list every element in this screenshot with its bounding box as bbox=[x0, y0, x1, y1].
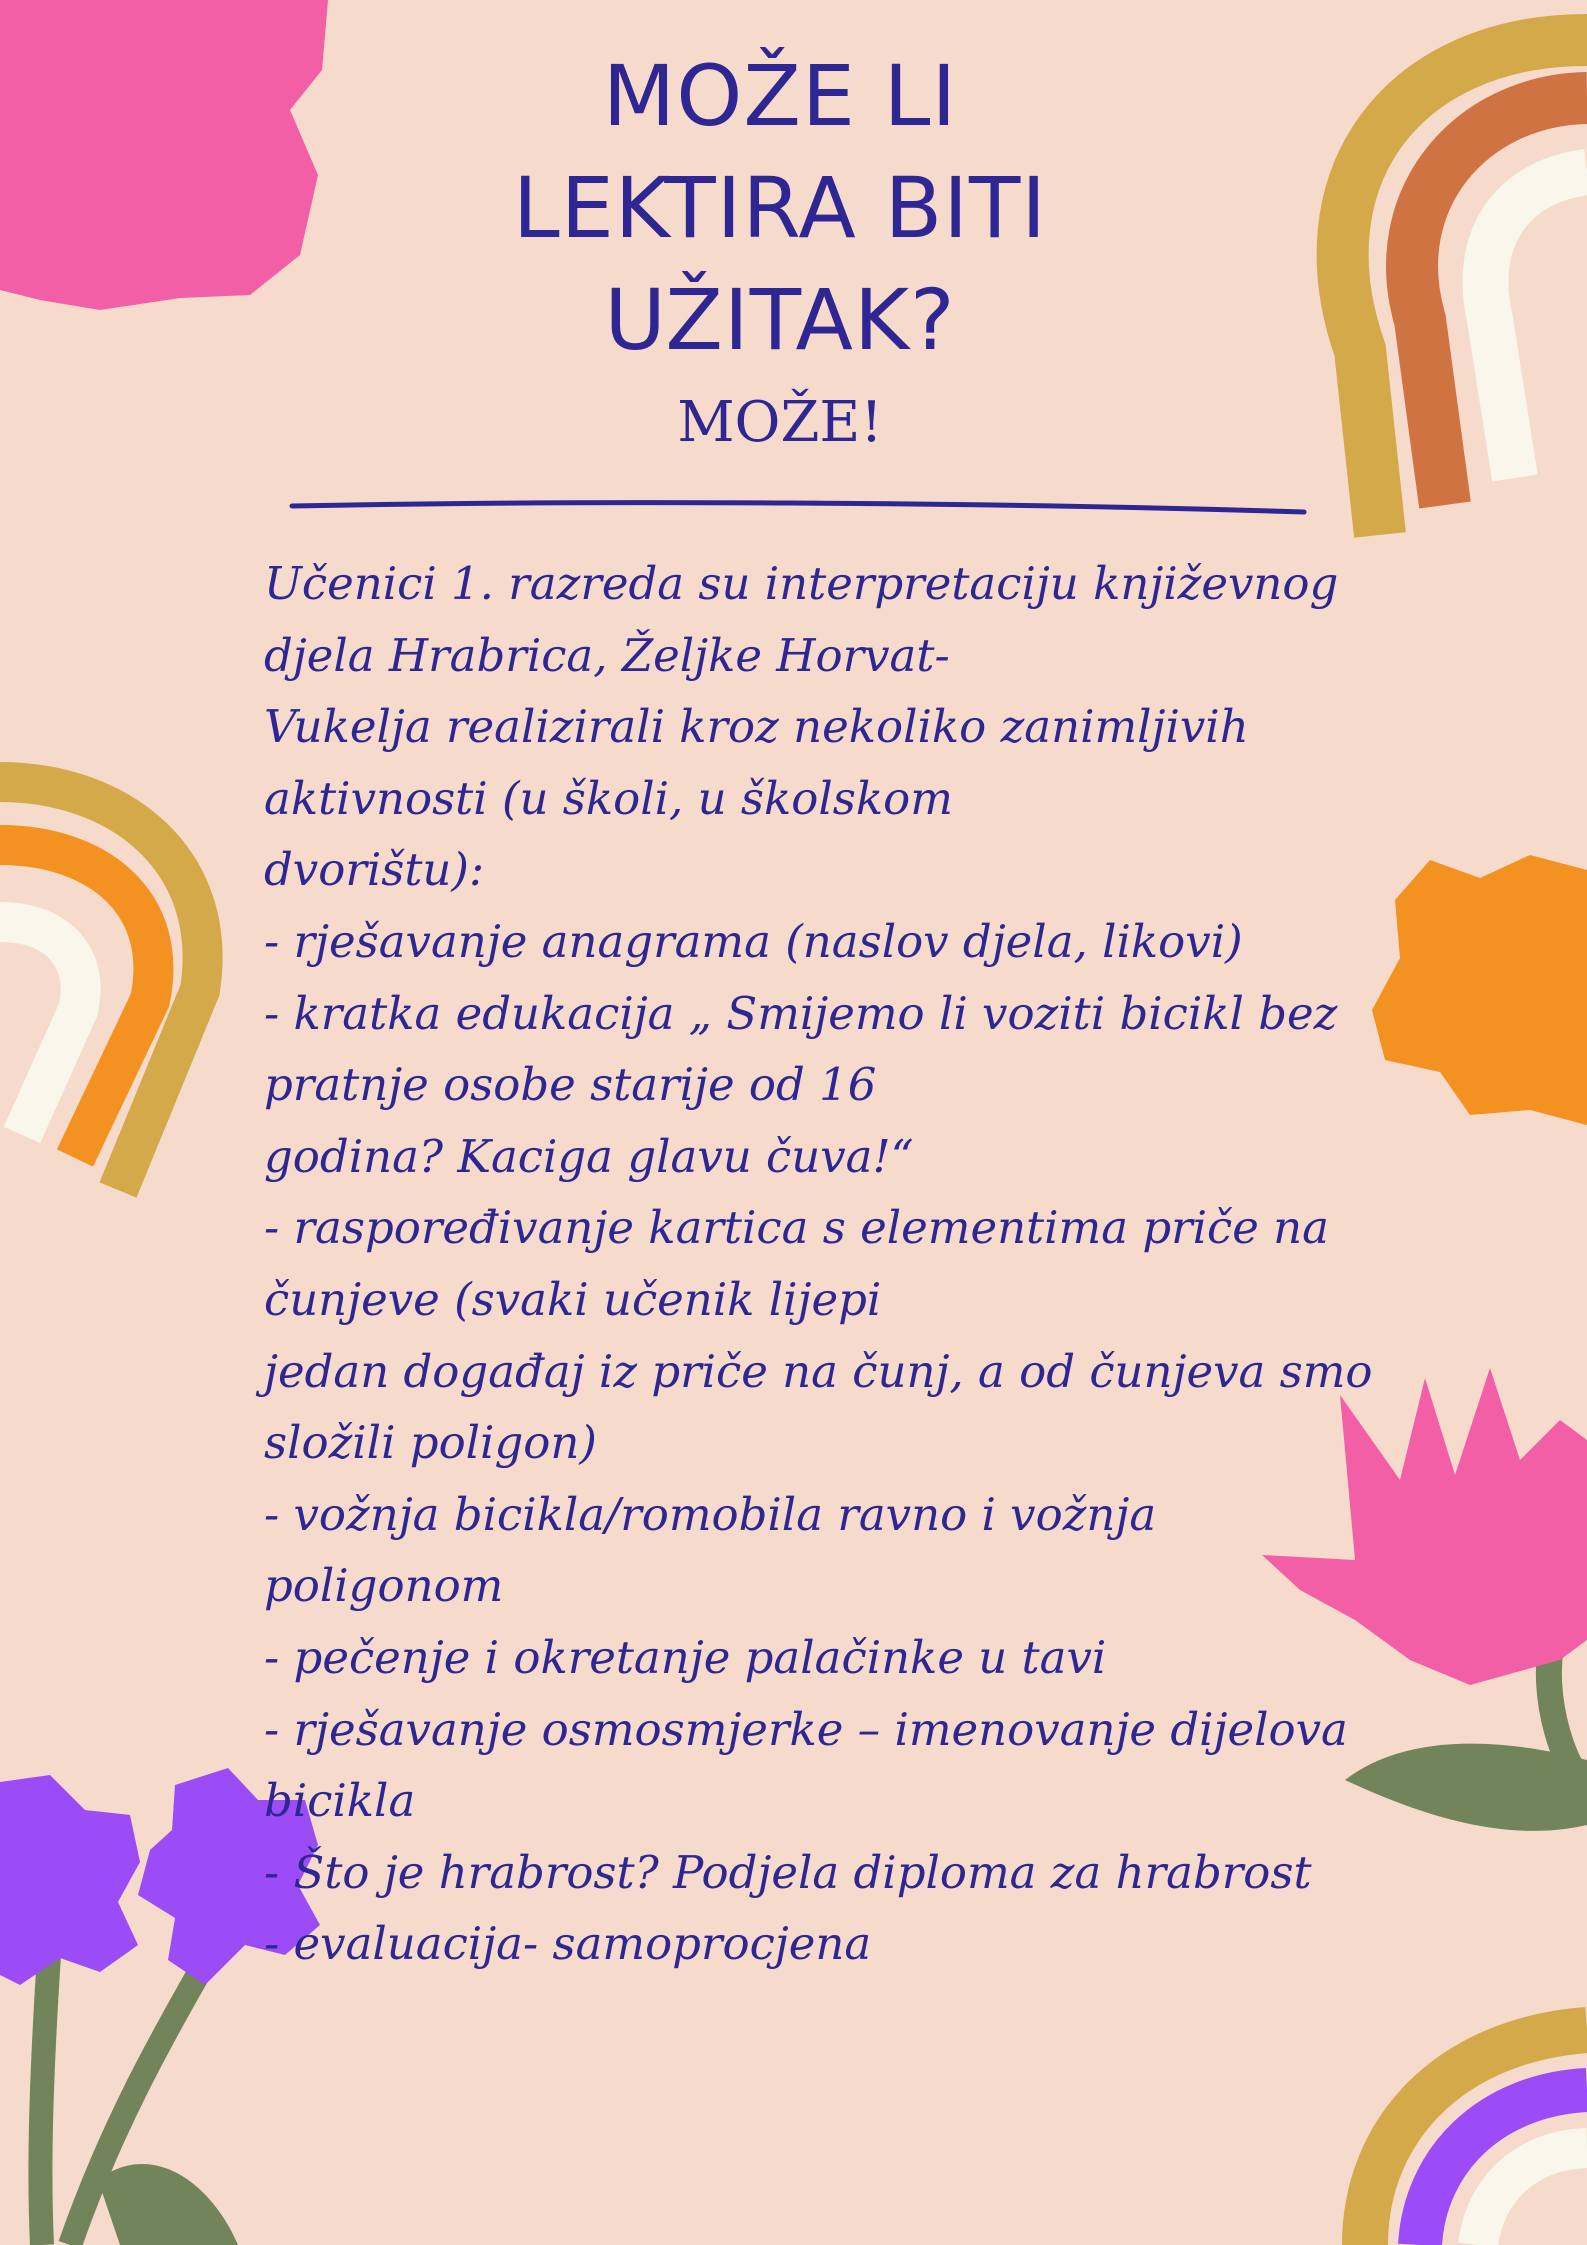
title-line-2: LEKTIRA BITI bbox=[512, 159, 1048, 257]
rainbow-icon bbox=[1365, 2030, 1587, 2245]
text-line: godina? Kaciga glavu čuva!“ bbox=[264, 1129, 914, 1183]
text-line: složili poligon) bbox=[264, 1416, 597, 1470]
list-item: - rješavanje osmosmjerke – imenovanje dijelova bbox=[264, 1702, 1348, 1756]
text-line: Učenici 1. razreda su interpretaciju književnog bbox=[264, 557, 1339, 610]
text-line: jedan događaj iz priče na čunj, a od čunjeva smo bbox=[264, 1344, 1373, 1398]
rainbow-icon bbox=[0, 782, 203, 1190]
text-line: poligonom bbox=[264, 1559, 504, 1613]
list-item: - vožnja bicikla/romobila ravno i vožnja bbox=[264, 1487, 1157, 1541]
page-subtitle: MOŽE! bbox=[677, 390, 883, 455]
title-line-1: MOŽE LI bbox=[602, 47, 958, 145]
divider-line bbox=[288, 496, 1308, 520]
text-line: aktivnosti (u školi, u školskom bbox=[264, 771, 953, 825]
text-line: dvorištu): bbox=[264, 843, 485, 897]
text-line: Vukelja realizirali kroz nekoliko zanimljivih bbox=[264, 700, 1249, 754]
page-title bbox=[0, 40, 1560, 376]
text-line: djela Hrabrica, Željke Horvat- bbox=[264, 628, 950, 682]
text-line: pratnje osobe starije od 16 bbox=[264, 1058, 877, 1112]
text-line: čunjeve (svaki učenik lijepi bbox=[264, 1272, 882, 1326]
list-item: - pečenje i okretanje palačinke u tavi bbox=[264, 1630, 1107, 1684]
list-item: - evaluacija- samoprocjena bbox=[264, 1917, 872, 1971]
text-line: bicikla bbox=[264, 1774, 416, 1828]
list-item: - kratka edukacija „ Smijemo li voziti bicikl bez bbox=[264, 986, 1338, 1040]
title-line-3: UŽITAK? bbox=[604, 271, 956, 369]
orange-flower-icon bbox=[1372, 855, 1587, 1125]
list-item: - Što je hrabrost? Podjela diploma za hrabrost bbox=[264, 1845, 1312, 1899]
list-item: - raspoređivanje kartica s elementima priče na bbox=[264, 1201, 1329, 1255]
list-item: - rješavanje anagrama (naslov djela, likovi) bbox=[264, 914, 1243, 968]
body-text bbox=[264, 548, 1374, 1980]
